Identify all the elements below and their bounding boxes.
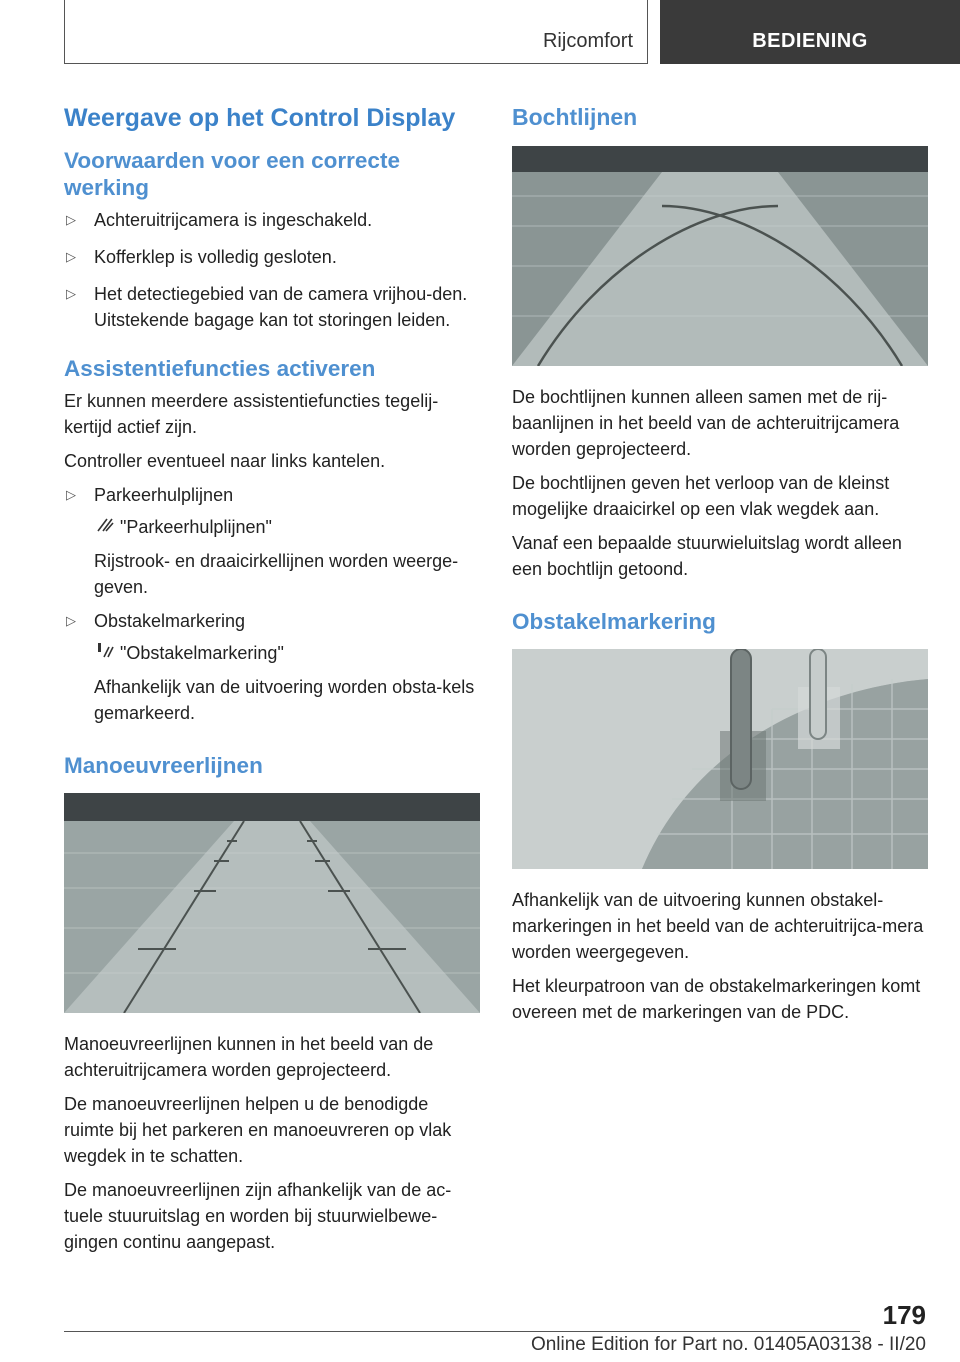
- obstacle-marking-icon: [94, 640, 116, 666]
- manoeuvre-paragraph: Manoeuvreerlijnen kunnen in het beeld van de achteruitrijcamera worden geprojecteerd.: [64, 1034, 434, 1080]
- obstacle-paragraph: Afhankelijk van de uitvoering kunnen obstakel-markeringen in het beeld van de achteruitrijca-mera worden weergegeven.: [512, 889, 924, 962]
- header-chapter: Rijcomfort: [542, 30, 633, 52]
- parking-lines-icon: [94, 514, 116, 540]
- triangle-bullet-icon: ▷: [66, 487, 76, 502]
- assist-paragraph: Controller eventueel naar links kantelen.: [64, 451, 386, 471]
- assist-heading: Assistentiefuncties activeren: [64, 356, 376, 381]
- curve-lines-image: [512, 146, 928, 366]
- curve-lines-paragraph: De bochtlijnen geven het verloop van de kleinst mogelijke draaicirkel op een vlak wegdek aan.: [512, 472, 890, 519]
- obstacle-paragraph: Het kleurpatroon van de obstakelmarkeringen komt overeen met de markeringen van de PDC.: [512, 975, 921, 1022]
- list-item: ▷ Het detectiegebied van de camera vrijhou-den. Uitstekende bagage kan tot storingen leiden.: [64, 281, 480, 333]
- obstacle-heading: Obstakelmarkering: [512, 608, 716, 634]
- menu-entry: "Parkeerhulplijnen": [64, 514, 480, 540]
- menu-description: Afhankelijk van de uitvoering worden obsta-kels gemarkeerd.: [94, 677, 475, 723]
- page-title: Weergave op het Control Display: [64, 104, 456, 132]
- manoeuvre-paragraph: De manoeuvreerlijnen zijn afhankelijk van de ac-tuele stuuruitslag en worden bij stuurwielbewe-gingen continu aangepast.: [64, 1180, 452, 1252]
- list-item: ▷ Obstakelmarkering: [64, 608, 480, 634]
- obstacle-marking-image: [512, 649, 928, 869]
- footer-edition: Online Edition for Part no. 01405A03138 - II/20: [530, 1334, 926, 1355]
- curve-lines-paragraph: Vanaf een bepaalde stuurwieluitslag wordt alleen een bochtlijn getoond.: [512, 532, 902, 579]
- manoeuvre-paragraph: De manoeuvreerlijnen helpen u de benodigde ruimte bij het parkeren en manoeuvreren op vlak wegdek in te schatten.: [64, 1094, 452, 1166]
- assist-paragraph: Er kunnen meerdere assistentiefuncties tegelij-kertijd actief zijn.: [64, 391, 439, 437]
- manoeuvre-heading: Manoeuvreerlijnen: [64, 753, 263, 778]
- left-column: [64, 100, 480, 1263]
- menu-description: Rijstrook- en draaicirkellijnen worden weerge-geven.: [94, 551, 459, 597]
- header-chapter-frame: [64, 0, 648, 64]
- list-item: ▷ Parkeerhulplijnen: [64, 482, 480, 508]
- triangle-bullet-icon: ▷: [66, 212, 76, 227]
- footer-divider: [64, 1331, 860, 1332]
- triangle-bullet-icon: ▷: [66, 249, 76, 264]
- curve-lines-heading: Bochtlijnen: [512, 104, 638, 130]
- menu-entry: "Obstakelmarkering": [64, 640, 480, 666]
- requirements-heading: Voorwaarden voor een correcte werking: [64, 148, 400, 200]
- page-number: 179: [882, 1300, 926, 1330]
- assist-list: [64, 608, 480, 634]
- triangle-bullet-icon: ▷: [66, 613, 76, 628]
- list-item: ▷ Kofferklep is volledig gesloten.: [64, 244, 480, 270]
- header-section-tab: BEDIENING: [660, 0, 960, 64]
- triangle-bullet-icon: ▷: [66, 286, 76, 301]
- curve-lines-paragraph: De bochtlijnen kunnen alleen samen met de rij-baanlijnen in het beeld van de achteruitrijcamera worden geprojecteerd.: [512, 386, 900, 459]
- list-item: ▷ Achteruitrijcamera is ingeschakeld.: [64, 207, 480, 233]
- manoeuvre-lines-image: [64, 793, 480, 1013]
- assist-list: [64, 482, 480, 508]
- requirements-list: [64, 207, 480, 333]
- right-column: [512, 100, 928, 1033]
